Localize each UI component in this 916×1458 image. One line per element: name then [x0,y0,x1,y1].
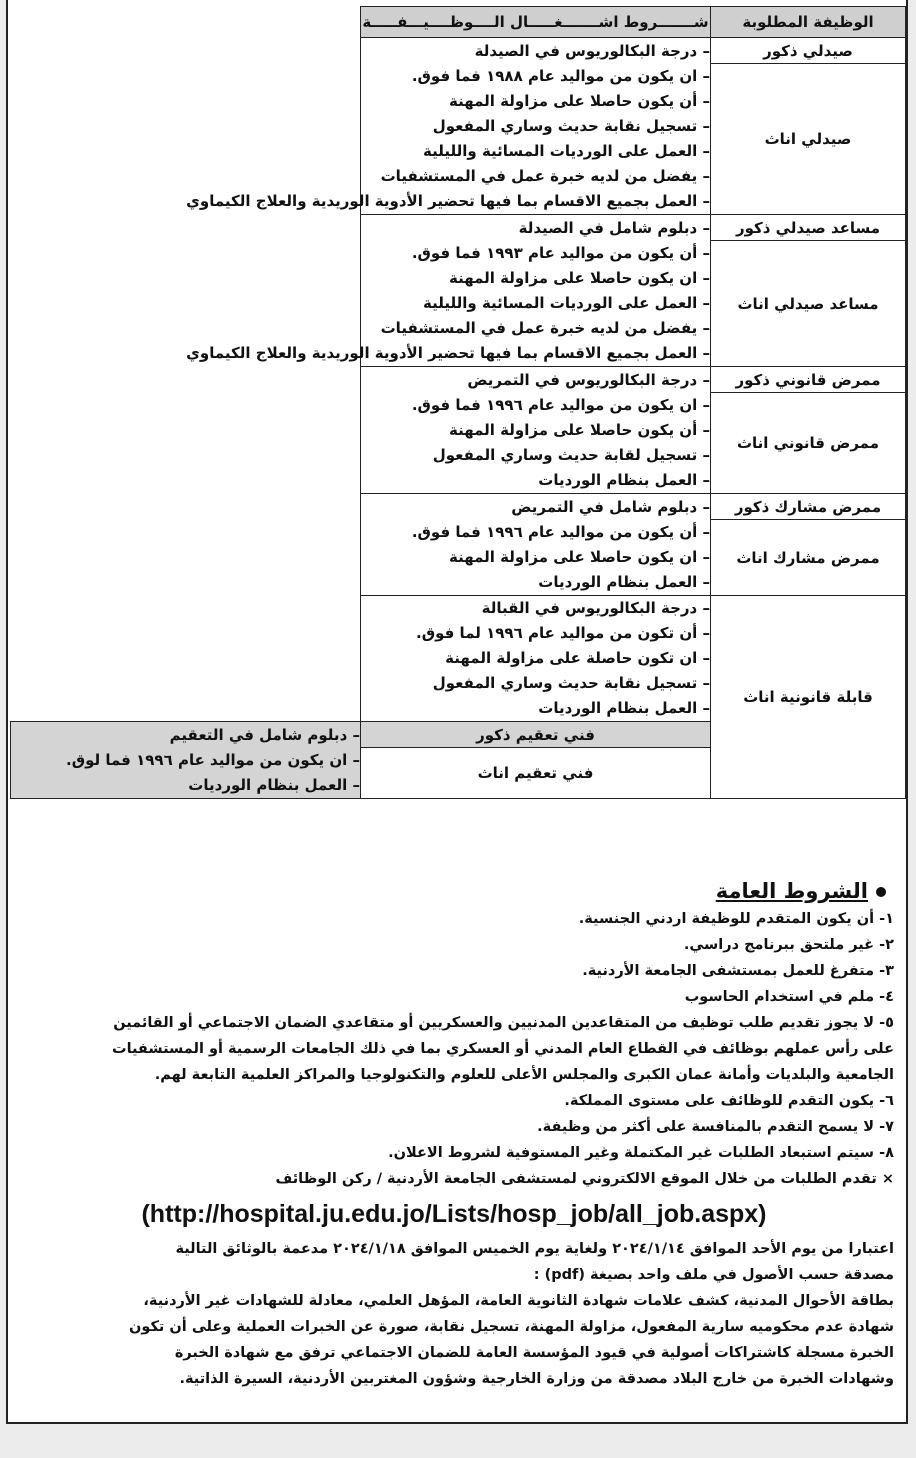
jobs-table [10,6,906,799]
general-condition-item: على رأس عملهم بوظائف في القطاع العام المدني أو العسكري بما في ذلك الجامعات الرسمية أو المستشفيات [112,1041,894,1057]
requirement-item: – يفضل من لديه خبرة عمل في المستشفيات [361,164,710,189]
table-row [11,215,906,241]
requirement-item: – تسجيل لقابة حديث وساري المفعول [361,443,710,468]
table-row [11,38,906,64]
requirement-item: – العمل بجميع الاقسام بما فيها تحضير الأدوية الوريدية والعلاج الكيماوي [361,341,710,366]
job-title: ممرض قانوني اناث [711,393,906,494]
job-title: فني تعقيم اناث [361,748,711,799]
requirement-item: – درجة البكالوريوس في الصيدلة [361,39,710,64]
job-title: مساعد صيدلي اناث [711,241,906,367]
requirements-cell [186,38,711,215]
bullet-icon [876,887,886,897]
general-condition-item: ٧- لا يسمح التقدم بالمنافسة على أكثر من وظيفة. [537,1119,894,1135]
application-url-link[interactable]: (http://hospital.ju.edu.jo/Lists/hosp_job/all_job.aspx) [141,1200,767,1228]
requirements-cell [361,596,711,722]
general-items [14,906,894,1192]
job-title: صيدلي اناث [711,64,906,215]
requirement-item: – دبلوم شامل في الصيدلة [361,216,710,241]
requirement-item: – درجة البكالوريوس في القبالة [361,596,710,621]
header-requirements: شـــــــروط اشـــــــغـــــال الــــوظــــيـــفـــــة [361,7,711,38]
requirement-item: – ان يكون من مواليد عام ١٩٩٦ فما لوق. [11,748,360,773]
table-row [11,367,906,393]
requirement-item: – أن يكون من مواليد عام ١٩٩٣ فما فوق. [361,241,710,266]
requirement-item: – العمل على الورديات المسائية والليلية [361,291,710,316]
general-condition-item: ١- أن يكون المتقدم للوظيفة اردني الجنسية. [578,911,894,927]
requirement-item: – تسجيل نقابة حديث وساري المفعول [361,671,710,696]
requirements-cell [361,494,711,596]
table-row [11,494,906,520]
document-line: وشهادات الخبرة من خارج البلاد مصدقة من وزارة الخارجية وشؤون المغتربين الأردنية، السيرة الذاتية. [179,1371,894,1387]
requirement-item: – يفضل من لديه خبرة عمل في المستشفيات [361,316,710,341]
requirement-item: – أن يكون من مواليد عام ١٩٩٦ فما فوق. [361,520,710,545]
general-title [14,876,894,906]
requirement-item: – ان يكون من مواليد عام ١٩٩٦ فما فوق. [361,393,710,418]
document-line: الخبرة مسجلة كاشتراكات أصولية في قيود المؤسسة العامة للضمان الاجتماعي ترفق مع شهادة الخبرة [174,1345,894,1361]
requirement-item: – أن يكون حاصلا على مزاولة المهنة [361,418,710,443]
dates-line: اعتبارا من يوم الأحد الموافق ٢٠٢٤/١/١٤ ولغاية يوم الخميس الموافق ٢٠٢٤/١/١٨ مدعمة بالوثائق التالية [175,1241,894,1257]
requirement-item: – أن تكون من مواليد عام ١٩٩٦ لما فوق. [361,621,710,646]
general-condition-item: ٤- ملم في استخدام الحاسوب [684,989,894,1005]
requirement-item: – ان يكون من مواليد عام ١٩٨٨ فما فوق. [361,64,710,89]
document-line: بطاقة الأحوال المدنية، كشف علامات شهادة الثانوية العامة، المؤهل العلمي، معادلة للشهادات غير الأردنية، [143,1293,894,1309]
general-condition-item: × تقدم الطلبات من خلال الموقع الالكتروني لمستشفى الجامعة الأردنية / ركن الوظائف [275,1171,894,1187]
requirement-item: – ان يكون حاصلا على مزاولة المهنة [361,545,710,570]
requirement-item: – العمل على الورديات المسائية والليلية [361,139,710,164]
job-title: ممرض مشارك ذكور [711,494,906,520]
requirement-item: – تسجيل نقابة حديث وساري المفعول [361,114,710,139]
table-row [11,596,906,722]
job-title: مساعد صيدلي ذكور [711,215,906,241]
requirement-item: – العمل بجميع الاقسام بما فيها تحضير الأدوية الوريدية والعلاج الكيماوي [361,189,710,214]
requirement-item: – دبلوم شامل في التمريض [361,495,710,520]
job-title: ممرض قانوني ذكور [711,367,906,393]
job-title: قابلة قانونية اناث [711,596,906,799]
general-conditions [14,876,894,1392]
general-condition-item: الجامعية والبلديات وأمانة عمان الكبرى والمجلس الأعلى للعلوم والتكنولوجيا والمراكز العلمية التابعة لهم. [154,1067,894,1083]
general-condition-item: ٦- يكون التقدم للوظائف على مستوى المملكة. [564,1093,894,1109]
requirements-cell [186,215,711,367]
requirement-item: – العمل بنظام الورديات [11,773,360,798]
requirement-item: – دبلوم شامل في التعقيم [11,723,360,748]
general-condition-item: ٣- متفرغ للعمل بمستشفى الجامعة الأردنية. [582,963,894,979]
requirement-item: – أن يكون حاصلا على مزاولة المهنة [361,89,710,114]
requirement-item: – ان تكون حاصلة على مزاولة المهنة [361,646,710,671]
format-line: مصدقة حسب الأصول في ملف واحد بصيغة (pdf) : [533,1267,894,1283]
header-job: الوظيفة المطلوبة [711,7,906,38]
requirements-cell [11,722,361,799]
job-title: فني تعقيم ذكور [361,722,711,748]
general-condition-item: ٨- سيتم استبعاد الطلبات غير المكتملة وغير المستوفية لشروط الاعلان. [388,1145,894,1161]
bottom-margin [0,1424,916,1458]
job-title: صيدلي ذكور [711,38,906,64]
requirement-item: – العمل بنظام الورديات [361,570,710,595]
requirement-item: – درجة البكالوريوس في التمريض [361,368,710,393]
general-title-text: الشروط العامة [715,879,868,903]
jobs-body [11,38,906,799]
document-line: شهادة عدم محكوميه سارية المفعول، مزاولة المهنة، تسجيل نقابة، صورة عن الخبرات العملية وعلى أن تكون [129,1319,894,1335]
table-header-row [11,7,906,38]
requirement-item: – العمل بنظام الورديات [361,696,710,721]
general-condition-item: ٢- غير ملتحق ببرنامج دراسي. [683,937,894,953]
documents-list [14,1288,894,1392]
requirement-item: – العمل بنظام الورديات [361,468,710,493]
requirement-item: – ان يكون حاصلا على مزاولة المهنة [361,266,710,291]
requirements-cell [361,367,711,494]
general-condition-item: ٥- لا يجوز تقديم طلب توظيف من المتقاعدين المدنيين والعسكريين أو متقاعدي الضمان الاجتماعي أو القائمين [113,1015,894,1031]
job-title: ممرض مشارك اناث [711,520,906,596]
